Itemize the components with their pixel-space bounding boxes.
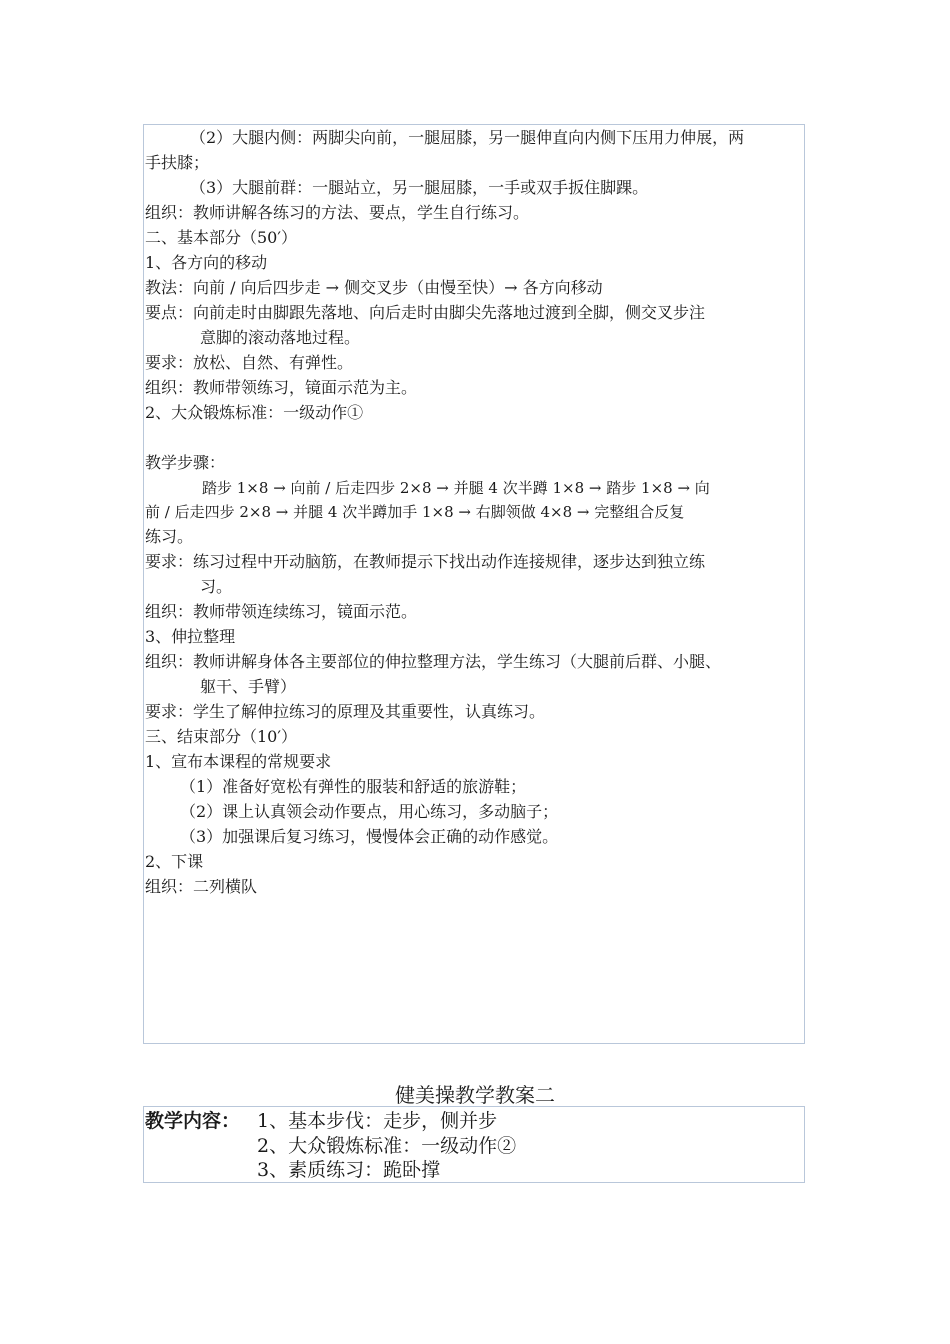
text-line: 躯干、手臂） (200, 677, 297, 696)
text-line: 教法：向前 / 向后四步走 → 侧交叉步（由慢至快）→ 各方向移动 (145, 278, 603, 297)
text-line: 要求：学生了解伸拉练习的原理及其重要性，认真练习。 (145, 702, 546, 721)
text-line: 要求：练习过程中开动脑筋，在教师提示下找出动作连接规律，逐步达到独立练 (145, 552, 706, 571)
text-line: 要点：向前走时由脚跟先落地、向后走时由脚尖先落地过渡到全脚，侧交叉步注 (145, 303, 706, 322)
content-item: 3、素质练习：跪卧撑 (257, 1159, 441, 1181)
section-heading: 二、基本部分（50′） (145, 228, 297, 247)
section-heading: 三、结束部分（10′） (145, 727, 297, 746)
text-line: 要求：放松、自然、有弹性。 (145, 353, 354, 372)
text-line: 意脚的滚动落地过程。 (200, 328, 361, 347)
text-line: 前 / 后走四步 2×8 → 并腿 4 次半蹲加手 1×8 → 右脚领做 4×8 → 完整组合反复 (145, 503, 685, 521)
text-line: 1、宣布本课程的常规要求 (145, 752, 332, 771)
text-line: 组织：教师讲解身体各主要部位的伸拉整理方法，学生练习（大腿前后群、小腿、 (145, 652, 722, 671)
text-line: （1）准备好宽松有弹性的服装和舒适的旅游鞋； (180, 777, 527, 796)
text-line: 教学步骤： (145, 453, 226, 472)
text-line: （3）加强课后复习练习，慢慢体会正确的动作感觉。 (180, 827, 559, 846)
text-line: 踏步 1×8 → 向前 / 后走四步 2×8 → 并腿 4 次半蹲 1×8 → 踏步 1×8 → 向 (202, 479, 710, 497)
text-line: 练习。 (145, 527, 194, 546)
content-item: 2、大众锻炼标准：一级动作② (257, 1135, 517, 1157)
text-line: 组织：二列横队 (145, 877, 258, 896)
text-line: （2）课上认真领会动作要点，用心练习，多动脑子； (180, 802, 559, 821)
text-line: 手扶膝； (145, 153, 210, 172)
text-line: （2）大腿内侧：两脚尖向前，一腿屈膝，另一腿伸直向内侧下压用力伸展，两 (190, 128, 745, 147)
text-line: 1、各方向的移动 (145, 253, 268, 272)
content-item: 1、基本步伐：走步，侧并步 (257, 1110, 498, 1132)
text-line: 2、下课 (145, 852, 204, 871)
text-line: 组织：教师带领练习，镜面示范为主。 (145, 378, 418, 397)
text-line: 2、大众锻炼标准：一级动作① (145, 403, 364, 422)
page-title: 健美操教学教案二 (395, 1083, 555, 1107)
text-line: 组织：教师讲解各练习的方法、要点，学生自行练习。 (145, 203, 530, 222)
text-line: 习。 (200, 577, 233, 596)
text-line: （3）大腿前群：一腿站立，另一腿屈膝，一手或双手扳住脚踝。 (190, 178, 649, 197)
text-line: 组织：教师带领连续练习，镜面示范。 (145, 602, 418, 621)
content-label: 教学内容： (145, 1110, 241, 1132)
text-line: 3、伸拉整理 (145, 627, 236, 646)
